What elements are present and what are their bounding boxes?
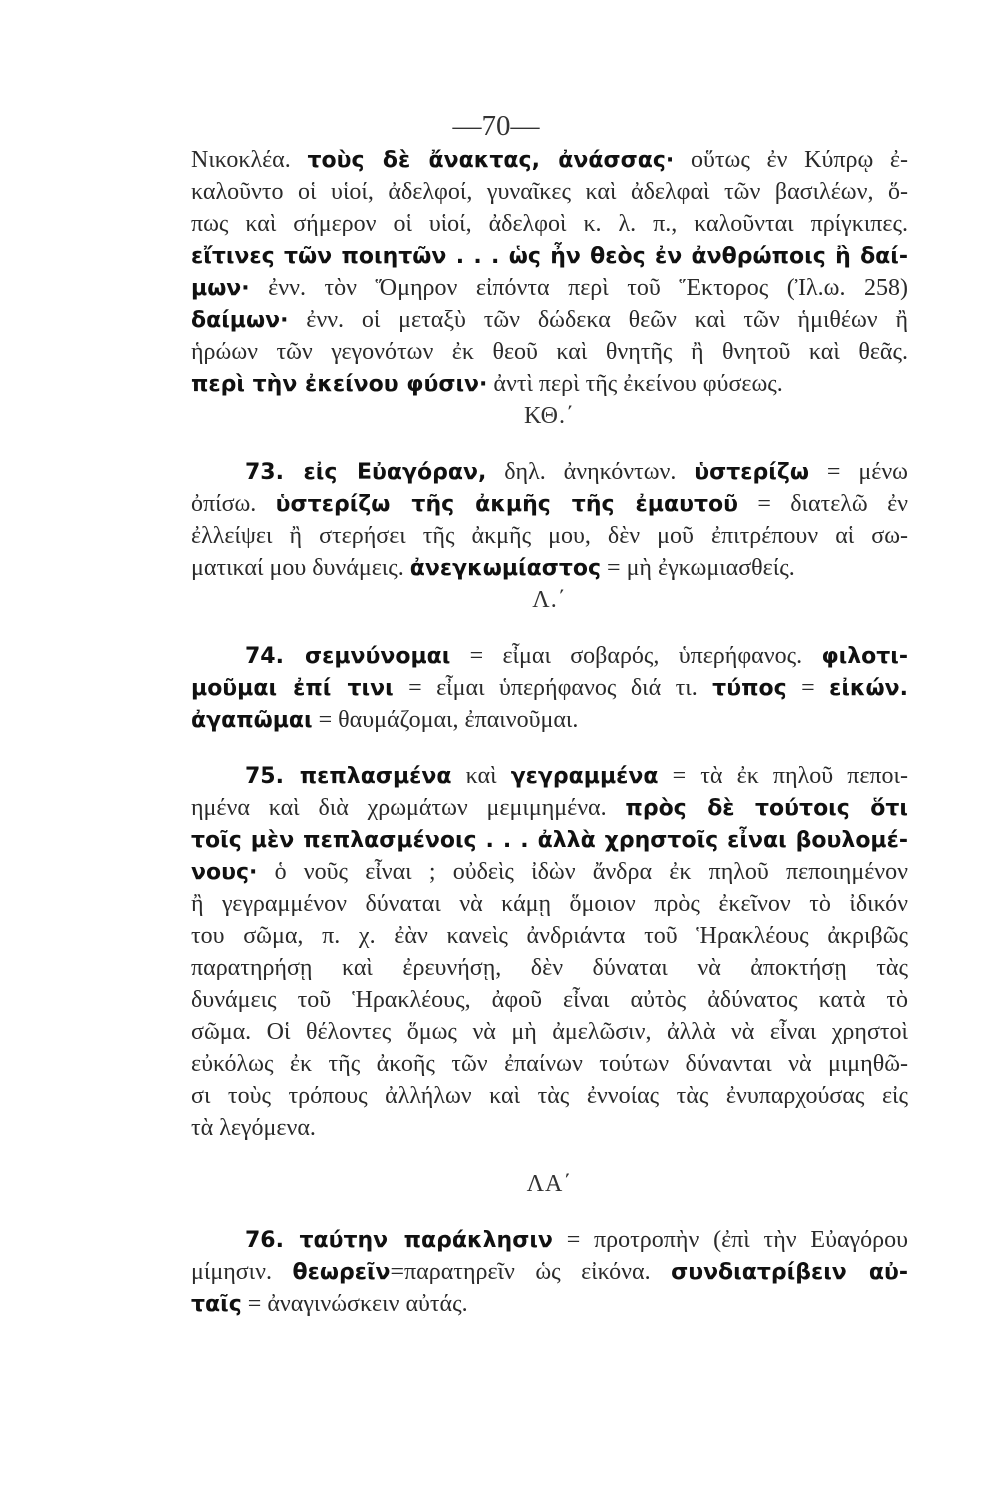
text-line: [191, 240, 908, 272]
text-run: μίμησιν.: [191, 1259, 293, 1285]
bold-text-run: 74. σεμνύνομαι: [245, 644, 451, 669]
text-line: [191, 920, 908, 952]
text-line: [191, 368, 908, 400]
text-run: του σῶμα, π. χ. ἐὰν κανεὶς ἀνδριάντα τοῦ Ἡρακλέους ἀκριβῶς: [191, 923, 908, 949]
spacer: [191, 616, 908, 640]
section-heading-l: Λ.΄: [532, 587, 567, 613]
text-run: σι τοὺς τρόπους ἀλλήλων καὶ τὰς ἐννοίας τὰς ἐνυπαρχούσας εἰς: [191, 1083, 908, 1109]
text-line: [191, 1016, 908, 1048]
text-run: εὐκόλως ἐκ τῆς ἀκοῆς τῶν ἐπαίνων τούτων δύνανται νὰ μιμηθῶ-: [191, 1051, 908, 1077]
text-line: [191, 1224, 908, 1256]
text-run: = θαυμάζομαι, ἐπαινοῦμαι.: [312, 707, 579, 733]
bold-text-run: πρὸς δὲ τούτοις ὅτι: [625, 796, 908, 821]
text-line: [191, 304, 908, 336]
page-number: —70—: [452, 110, 540, 142]
text-run: ἐνν. τὸν Ὅμηρον εἰπόντα περὶ τοῦ Ἕκτορος (Ἰλ.ω. 258): [249, 275, 908, 301]
bold-text-run: ὑστερίζω τῆς ἀκμῆς τῆς ἐμαυτοῦ: [275, 492, 738, 517]
bold-text-run: περὶ τὴν ἐκείνου φύσιν·: [191, 372, 488, 397]
text-run: ματικαί μου δυνάμεις.: [191, 555, 410, 581]
bold-text-run: θεωρεῖν: [292, 1260, 391, 1285]
bold-text-run: νους·: [191, 860, 258, 885]
text-run: = μὴ ἐγκωμιασθείς.: [601, 555, 795, 581]
spacer: [191, 736, 908, 760]
text-run: =: [786, 675, 830, 701]
section-heading-la: ΛΑ΄: [526, 1171, 573, 1197]
text-line: [191, 704, 908, 736]
bold-text-run: τύπος: [712, 676, 787, 701]
text-run: ἐλλείψει ἢ στερήσει τῆς ἀκμῆς μου, δὲν μοῦ ἐπιτρέπουν αἱ σω-: [191, 523, 908, 549]
text-line: [191, 640, 908, 672]
text-line: [191, 272, 908, 304]
bold-text-run: τοὺς δὲ ἄνακτας, ἀνάσσας·: [307, 148, 675, 173]
text-line: [191, 952, 908, 984]
bold-text-run: 76. ταύτην παράκλησιν: [245, 1228, 553, 1253]
bold-text-run: ταῖς: [191, 1292, 242, 1317]
bold-text-run: φιλοτι-: [821, 644, 908, 669]
text-run: καὶ: [451, 763, 511, 789]
bold-text-run: μοῦμαι ἐπί τινι: [191, 676, 394, 701]
text-line: [191, 336, 908, 368]
text-line: [191, 792, 908, 824]
text-run: καλοῦντο οἱ υἱοί, ἀδελφοί, γυναῖκες καὶ ἀδελφαὶ τῶν βασιλέων, ὅ-: [191, 179, 908, 205]
bold-text-run: μων·: [191, 276, 250, 301]
text-run: ἀντὶ περὶ τῆς ἐκείνου φύσεως.: [487, 371, 783, 397]
text-line: [191, 520, 908, 552]
text-run: = εἶμαι ὑπερήφανος διά τι.: [393, 675, 713, 701]
spacer: [191, 432, 908, 456]
text-run: παρατηρήσῃ καὶ ἐρευνήσῃ, δὲν δύναται νὰ ἀποκτήσῃ τὰς: [191, 955, 908, 981]
bold-text-run: 73. εἰς Εὐαγόραν,: [245, 460, 487, 485]
text-run: ὀπίσω.: [191, 491, 276, 517]
bold-text-run: εἰκών.: [829, 676, 909, 701]
text-line: [191, 824, 908, 856]
text-line: [191, 984, 908, 1016]
text-run: = μένω: [809, 459, 908, 485]
text-run: = ἀναγινώσκειν αὐτάς.: [241, 1291, 468, 1317]
text-line: [191, 888, 908, 920]
spacer: [191, 1200, 908, 1224]
text-line: [191, 856, 908, 888]
text-run: ἢ γεγραμμένον δύναται νὰ κάμῃ ὅμοιον πρὸς ἐκεῖνον τὸ ἰδικόν: [191, 891, 908, 917]
bold-text-run: τοῖς μὲν πεπλασμένοις . . . ἀλλὰ χρηστοῖς εἶναι βουλομέ-: [191, 828, 908, 853]
text-line: [191, 552, 908, 584]
text-run: τὰ λεγόμενα.: [191, 1115, 316, 1141]
bold-text-run: 75. πεπλασμένα: [245, 764, 452, 789]
text-run: Νικοκλέα.: [191, 147, 308, 173]
bold-text-run: ὑστερίζω: [694, 460, 809, 485]
text-run: ημένα καὶ διὰ χρωμάτων μεμιμημένα.: [191, 795, 626, 821]
text-run: οὕτως ἐν Κύπρῳ ἐ-: [674, 147, 908, 173]
text-line: [191, 176, 908, 208]
text-run: σῶμα. Οἱ θέλοντες ὅμως νὰ μὴ ἀμελῶσιν, ἀλλὰ νὰ εἶναι χρηστοὶ: [191, 1019, 908, 1045]
text-run: = διατελῶ ἐν: [737, 491, 909, 517]
bold-text-run: συνδιατρίβειν αὐ-: [671, 1260, 908, 1285]
text-line: [191, 760, 908, 792]
text-line: [191, 1048, 908, 1080]
text-line: [191, 1080, 908, 1112]
text-run: = εἶμαι σοβαρός, ὑπερήφανος.: [450, 643, 822, 669]
text-line: [191, 488, 908, 520]
bold-text-run: γεγραμμένα: [510, 764, 659, 789]
text-line: [191, 1256, 908, 1288]
text-line: [191, 144, 908, 176]
text-run: ἐνν. οἱ μεταξὺ τῶν δώδεκα θεῶν καὶ τῶν ἡμιθέων ἢ: [288, 307, 908, 333]
text-run: δυνάμεις τοῦ Ἡρακλέους, ἀφοῦ εἶναι αὐτὸς ἀδύνατος κατὰ τὸ: [191, 987, 908, 1013]
text-line: [191, 1112, 908, 1144]
text-line: [191, 672, 908, 704]
text-run: = τὰ ἐκ πηλοῦ πεποι-: [658, 763, 908, 789]
bold-text-run: δαίμων·: [191, 308, 289, 333]
text-run: πως καὶ σήμερον οἱ υἱοί, ἀδελφοὶ κ. λ. π., καλοῦνται πρίγκιπες.: [191, 211, 908, 237]
text-run: = προτροπὴν (ἐπὶ τὴν Εὐαγόρου: [552, 1227, 909, 1253]
section-heading-kth: ΚΘ.΄: [523, 403, 575, 429]
text-run: ὁ νοῦς εἶναι ; οὐδεὶς ἰδὼν ἄνδρα ἐκ πηλοῦ πεποιημένον: [257, 859, 908, 885]
page-text: [191, 144, 908, 1320]
bold-text-run: ἀγαπῶμαι: [191, 708, 313, 733]
spacer: [191, 1144, 908, 1168]
text-line: [191, 456, 908, 488]
bold-text-run: ἀνεγκωμίαστος: [409, 556, 602, 581]
text-line: [191, 1288, 908, 1320]
text-run: =παρατηρεῖν ὡς εἰκόνα.: [390, 1259, 672, 1285]
bold-text-run: εἴτινες τῶν ποιητῶν . . . ὡς ἦν θεὸς ἐν ἀνθρώποις ἢ δαί-: [191, 244, 908, 269]
text-run: ἡρώων τῶν γεγονότων ἐκ θεοῦ καὶ θνητῆς ἢ θνητοῦ καὶ θεᾶς.: [191, 339, 908, 365]
text-run: δηλ. ἀνηκόντων.: [486, 459, 695, 485]
text-line: [191, 208, 908, 240]
